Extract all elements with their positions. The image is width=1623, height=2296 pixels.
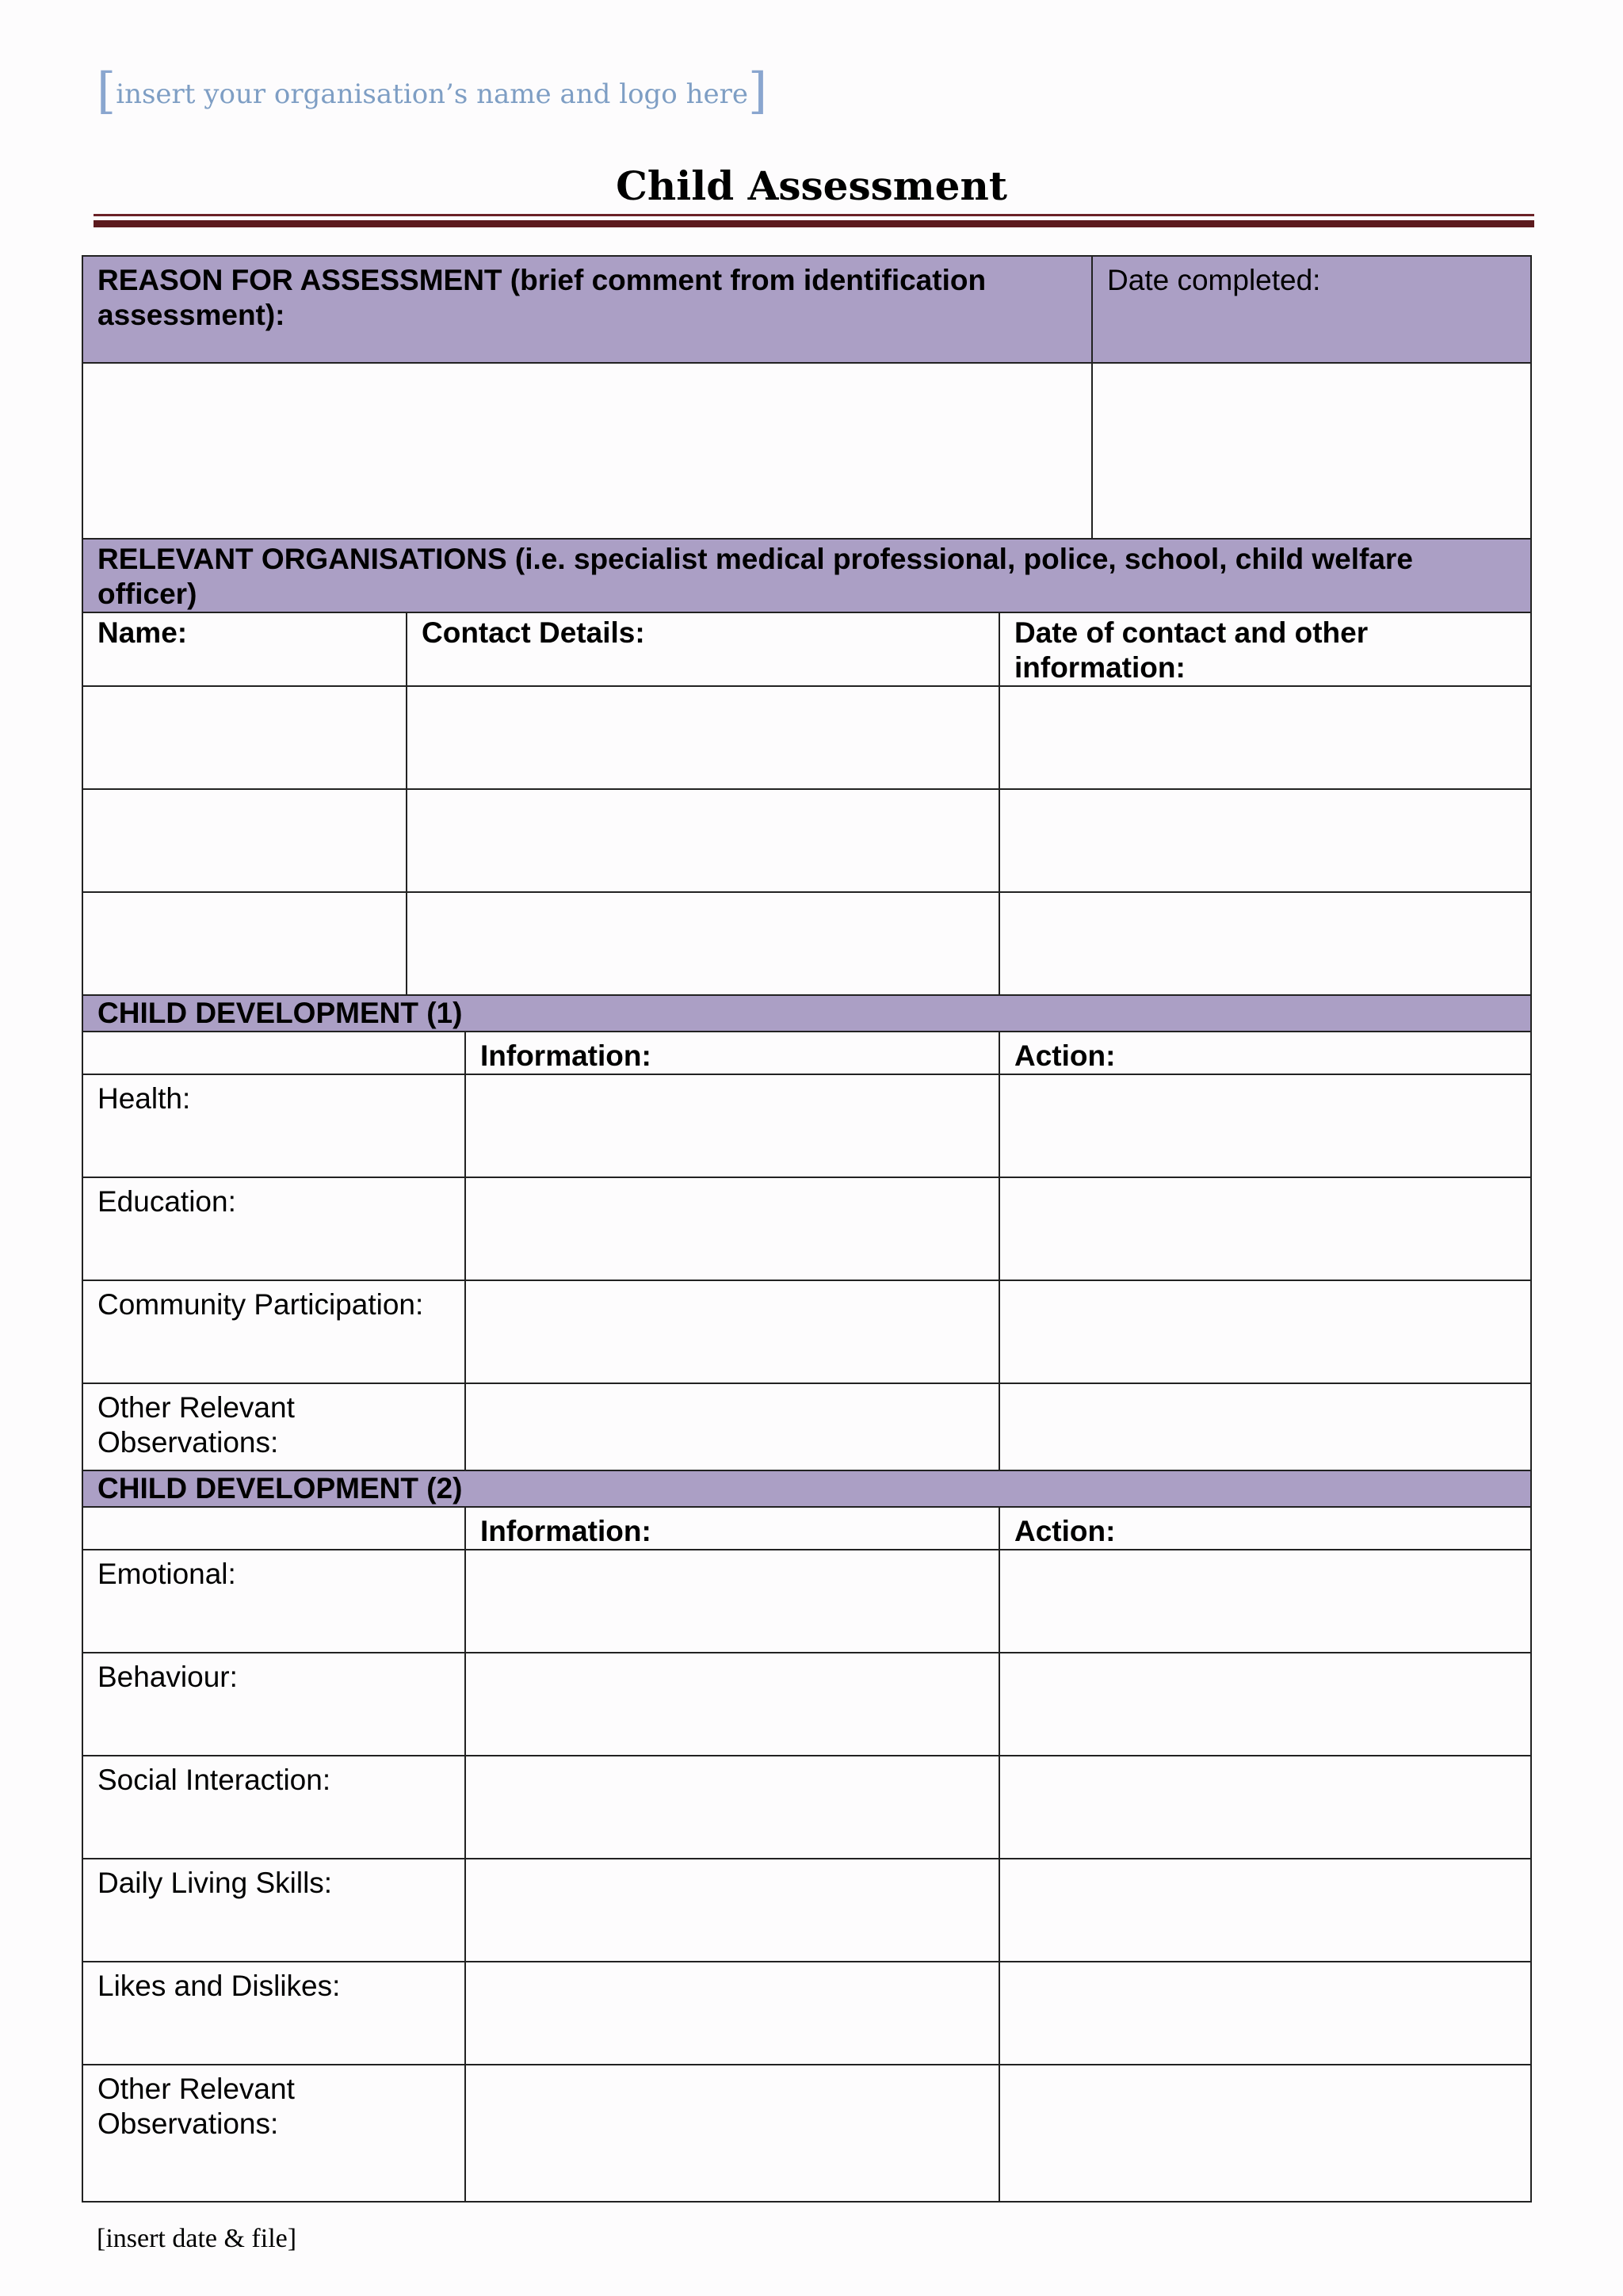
org-name-cell[interactable] <box>82 892 407 995</box>
date-completed-label: Date completed: <box>1092 256 1531 363</box>
development-2-information-header: Information: <box>465 1507 999 1550</box>
org-date-cell[interactable] <box>999 892 1531 995</box>
development-2-heading: CHILD DEVELOPMENT (2) <box>82 1470 1531 1507</box>
development-1-heading: CHILD DEVELOPMENT (1) <box>82 995 1531 1032</box>
footer-placeholder: [insert date & file] <box>97 2224 297 2253</box>
development-information-cell[interactable] <box>465 1177 999 1280</box>
development-row-label: Emotional: <box>82 1550 465 1653</box>
organisation-placeholder <box>97 63 767 122</box>
development-information-cell[interactable] <box>465 1280 999 1383</box>
development-2-blank-header <box>82 1507 465 1550</box>
close-bracket: ] <box>747 62 768 120</box>
date-completed-input-cell[interactable] <box>1092 363 1531 539</box>
organisation-placeholder-text: insert your organisation’s name and logo here <box>116 78 748 110</box>
development-action-cell[interactable] <box>999 1383 1531 1470</box>
development-information-cell[interactable] <box>465 1962 999 2065</box>
development-row-label: Other Relevant Observations: <box>82 2065 465 2202</box>
org-name-column-header: Name: <box>82 612 407 686</box>
development-information-cell[interactable] <box>465 1074 999 1177</box>
development-information-cell[interactable] <box>465 2065 999 2202</box>
development-information-cell[interactable] <box>465 1383 999 1470</box>
development-action-cell[interactable] <box>999 1280 1531 1383</box>
org-date-cell[interactable] <box>999 789 1531 892</box>
development-action-cell[interactable] <box>999 1962 1531 2065</box>
development-row-label: Community Participation: <box>82 1280 465 1383</box>
development-action-cell[interactable] <box>999 1550 1531 1653</box>
org-contact-cell[interactable] <box>407 789 999 892</box>
open-bracket: [ <box>97 62 116 120</box>
assessment-form-table <box>82 255 1532 2203</box>
title-rule-thin <box>94 214 1534 216</box>
development-row-label: Health: <box>82 1074 465 1177</box>
org-date-cell[interactable] <box>999 686 1531 789</box>
development-1-information-header: Information: <box>465 1032 999 1074</box>
development-row-label: Behaviour: <box>82 1653 465 1756</box>
development-action-cell[interactable] <box>999 1653 1531 1756</box>
development-action-cell[interactable] <box>999 1177 1531 1280</box>
development-1-action-header: Action: <box>999 1032 1531 1074</box>
development-1-blank-header <box>82 1032 465 1074</box>
org-contact-cell[interactable] <box>407 686 999 789</box>
page-title: Child Assessment <box>616 162 1007 209</box>
org-name-cell[interactable] <box>82 686 407 789</box>
development-information-cell[interactable] <box>465 1756 999 1859</box>
development-action-cell[interactable] <box>999 2065 1531 2202</box>
organisations-heading: RELEVANT ORGANISATIONS (i.e. specialist medical professional, police, school, child welfare officer) <box>82 539 1531 612</box>
development-information-cell[interactable] <box>465 1859 999 1962</box>
title-rule-thick <box>94 220 1534 227</box>
development-row-label: Likes and Dislikes: <box>82 1962 465 2065</box>
development-information-cell[interactable] <box>465 1550 999 1653</box>
development-row-label: Education: <box>82 1177 465 1280</box>
reason-heading: REASON FOR ASSESSMENT (brief comment from identification assessment): <box>82 256 1092 363</box>
development-row-label: Other Relevant Observations: <box>82 1383 465 1470</box>
development-2-action-header: Action: <box>999 1507 1531 1550</box>
development-row-label: Social Interaction: <box>82 1756 465 1859</box>
org-contact-column-header: Contact Details: <box>407 612 999 686</box>
reason-input-cell[interactable] <box>82 363 1092 539</box>
development-row-label: Daily Living Skills: <box>82 1859 465 1962</box>
org-date-column-header: Date of contact and other information: <box>999 612 1531 686</box>
development-action-cell[interactable] <box>999 1074 1531 1177</box>
development-information-cell[interactable] <box>465 1653 999 1756</box>
development-action-cell[interactable] <box>999 1756 1531 1859</box>
org-name-cell[interactable] <box>82 789 407 892</box>
development-action-cell[interactable] <box>999 1859 1531 1962</box>
org-contact-cell[interactable] <box>407 892 999 995</box>
